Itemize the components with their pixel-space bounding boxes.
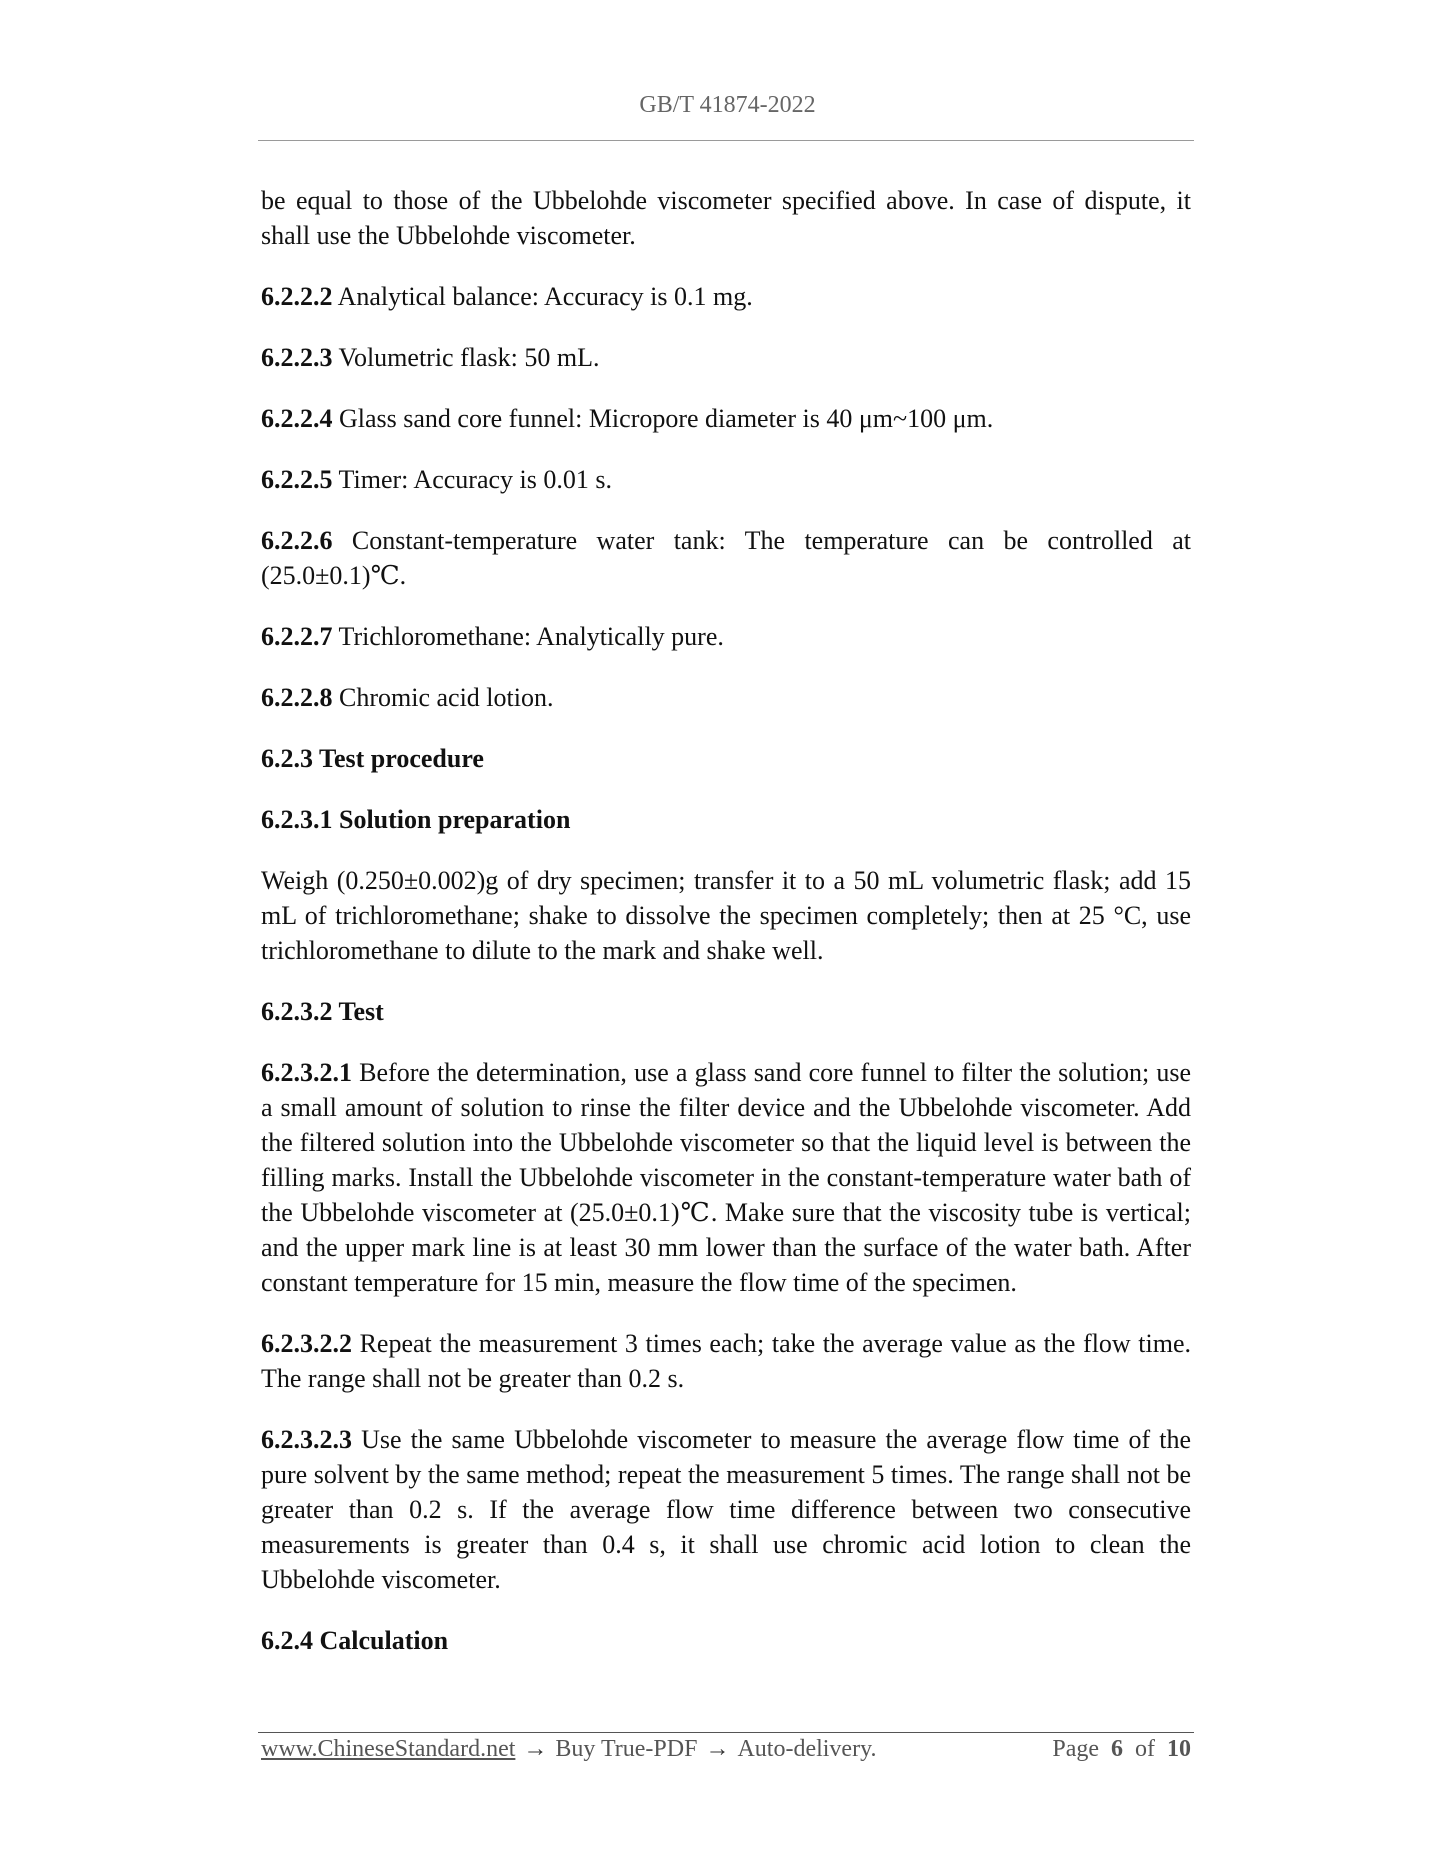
header-title: GB/T 41874-2022 xyxy=(639,92,816,118)
clause-number: 6.2.2.7 xyxy=(261,622,333,651)
clause-number: 6.2.3.2.3 xyxy=(261,1425,352,1454)
clause-6-2-2-2 xyxy=(261,279,1191,314)
section-heading-solution-preparation: 6.2.3.1 Solution preparation xyxy=(261,805,571,834)
page-body xyxy=(261,183,1191,1684)
section-heading-test: 6.2.3.2 Test xyxy=(261,997,384,1026)
clause-6-2-2-6 xyxy=(261,523,1191,593)
clause-text: Trichloromethane: Analytically pure. xyxy=(332,622,724,651)
clause-number: 6.2.2.6 xyxy=(261,526,333,555)
clause-number: 6.2.2.2 xyxy=(261,282,333,311)
clause-text: Use the same Ubbelohde viscometer to measure the average flow time of the pure solvent by the same method; repeat the measurement 5 times. The range shall not be greater than 0.2 s. If the average flow time difference between two consecutive measurements is greater than 0.4 s, it shall use chromic acid lotion to clean the Ubbelohde viscometer. xyxy=(261,1425,1191,1594)
page-total: 10 xyxy=(1167,1736,1191,1762)
clause-number: 6.2.2.4 xyxy=(261,404,333,433)
clause-6-2-2-7 xyxy=(261,619,1191,654)
page-word: Page xyxy=(1052,1736,1099,1762)
footer-left xyxy=(261,1736,877,1763)
footer xyxy=(261,1736,1191,1763)
clause-6-2-3-2-2 xyxy=(261,1326,1191,1396)
clause-number: 6.2.2.8 xyxy=(261,683,333,712)
clause-text: Constant-temperature water tank: The temperature can be controlled at (25.0±0.1)℃. xyxy=(261,526,1191,590)
paragraph-continuation: be equal to those of the Ubbelohde viscometer specified above. In case of dispute, it shall use the Ubbelohde viscometer. xyxy=(261,186,1191,250)
clause-text: Volumetric flask: 50 mL. xyxy=(332,343,600,372)
buy-text: Buy True-PDF xyxy=(555,1736,698,1762)
arrow-right-icon: → xyxy=(523,1736,548,1762)
section-heading-test-procedure: 6.2.3 Test procedure xyxy=(261,744,484,773)
clause-text: Before the determination, use a glass sand core funnel to filter the solution; use a small amount of solution to rinse the filter device and the Ubbelohde viscometer. Add the filtered solution into the Ubbelohde viscometer so that the liquid level is between the filling marks. Install the Ubbelohde viscometer in the constant-temperature water bath of the Ubbelohde viscometer at (25.0±0.1)℃. Make sure that the viscosity tube is vertical; and the upper mark line is at least 30 mm lower than the surface of the water bath. After constant temperature for 15 min, measure the flow time of the specimen. xyxy=(261,1058,1191,1297)
clause-text: Timer: Accuracy is 0.01 s. xyxy=(332,465,612,494)
clause-text: Glass sand core funnel: Micropore diameter is 40 μm~100 μm. xyxy=(332,404,994,433)
clause-6-2-3-2-3 xyxy=(261,1422,1191,1597)
clause-number: 6.2.2.5 xyxy=(261,465,333,494)
header-divider xyxy=(258,140,1194,141)
clause-6-2-2-3 xyxy=(261,340,1191,375)
of-word: of xyxy=(1135,1736,1155,1762)
section-heading-calculation: 6.2.4 Calculation xyxy=(261,1626,449,1655)
clause-6-2-2-4 xyxy=(261,401,1191,436)
clause-text: Analytical balance: Accuracy is 0.1 mg. xyxy=(332,282,753,311)
clause-6-2-3-2-1 xyxy=(261,1055,1191,1300)
clause-text: Chromic acid lotion. xyxy=(332,683,554,712)
page-indicator xyxy=(1052,1736,1191,1763)
clause-number: 6.2.3.2.2 xyxy=(261,1329,352,1358)
website-link[interactable]: www.ChineseStandard.net xyxy=(261,1736,516,1762)
page-number: 6 xyxy=(1111,1736,1123,1762)
clause-number: 6.2.2.3 xyxy=(261,343,333,372)
paragraph-solution-preparation: Weigh (0.250±0.002)g of dry specimen; transfer it to a 50 mL volumetric flask; add 15 mL of trichloromethane; shake to dissolve the specimen completely; then at 25 °C, use trichloromethane to dilute to the mark and shake well. xyxy=(261,866,1191,965)
clause-6-2-2-5 xyxy=(261,462,1191,497)
clause-text: Repeat the measurement 3 times each; take the average value as the flow time. The range shall not be greater than 0.2 s. xyxy=(261,1329,1191,1393)
footer-divider xyxy=(258,1732,1194,1733)
clause-6-2-2-8 xyxy=(261,680,1191,715)
arrow-right-icon: → xyxy=(705,1736,730,1762)
delivery-text: Auto-delivery. xyxy=(737,1736,877,1762)
clause-number: 6.2.3.2.1 xyxy=(261,1058,352,1087)
